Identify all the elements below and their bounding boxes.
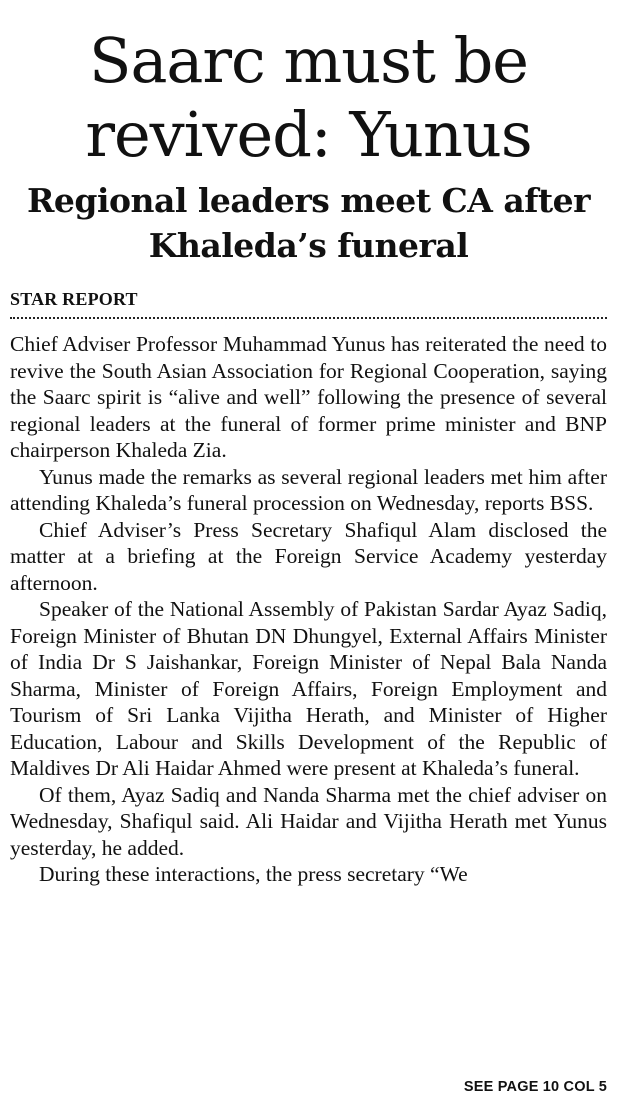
paragraph: Yunus made the remarks as several regional leaders met him after attending Khaleda’s funeral procession on Wednesday, reports BSS. <box>10 464 607 515</box>
paragraph: During these interactions, the press secretary “We <box>39 862 468 886</box>
headline: Saarc must be revived: Yunus <box>85 24 532 171</box>
byline: STAR REPORT <box>10 289 138 309</box>
continued-on-page: SEE PAGE 10 COL 5 <box>463 1079 607 1095</box>
dotted-divider <box>10 317 607 319</box>
paragraph: Chief Adviser’s Press Secretary Shafiqul Alam disclosed the matter at a briefing at the Foreign Service Academy yesterday afternoon. <box>10 517 607 595</box>
article-body <box>10 331 607 888</box>
paragraph: Of them, Ayaz Sadiq and Nanda Sharma met the chief adviser on Wednesday, Shafiqul said. Ali Haidar and Vijitha Herath met Yunus yesterday, he added. <box>10 782 607 860</box>
paragraph: Chief Adviser Professor Muhammad Yunus has reiterated the need to revive the South Asian Association for Regional Cooperation, saying the Saarc spirit is “alive and well” following the presence of several regional leaders at the funeral of former prime minister and BNP chairperson Khaleda Zia. <box>10 332 607 462</box>
news-article <box>10 0 607 1113</box>
paragraph: Speaker of the National Assembly of Pakistan Sardar Ayaz Sadiq, Foreign Minister of Bhutan DN Dhungyel, External Affairs Minister of India Dr S Jaishankar, Foreign Minister of Nepal Bala Nanda Sharma, Minister of Foreign Affairs, Foreign Employment and Tourism of Sri Lanka Vijitha Herath, and Minister of Higher Education, Labour and Skills Development of the Republic of Maldives Dr Ali Haidar Ahmed were present at Khaleda’s funeral. <box>10 597 607 780</box>
subheadline: Regional leaders meet CA after Khaleda’s funeral <box>26 181 591 265</box>
